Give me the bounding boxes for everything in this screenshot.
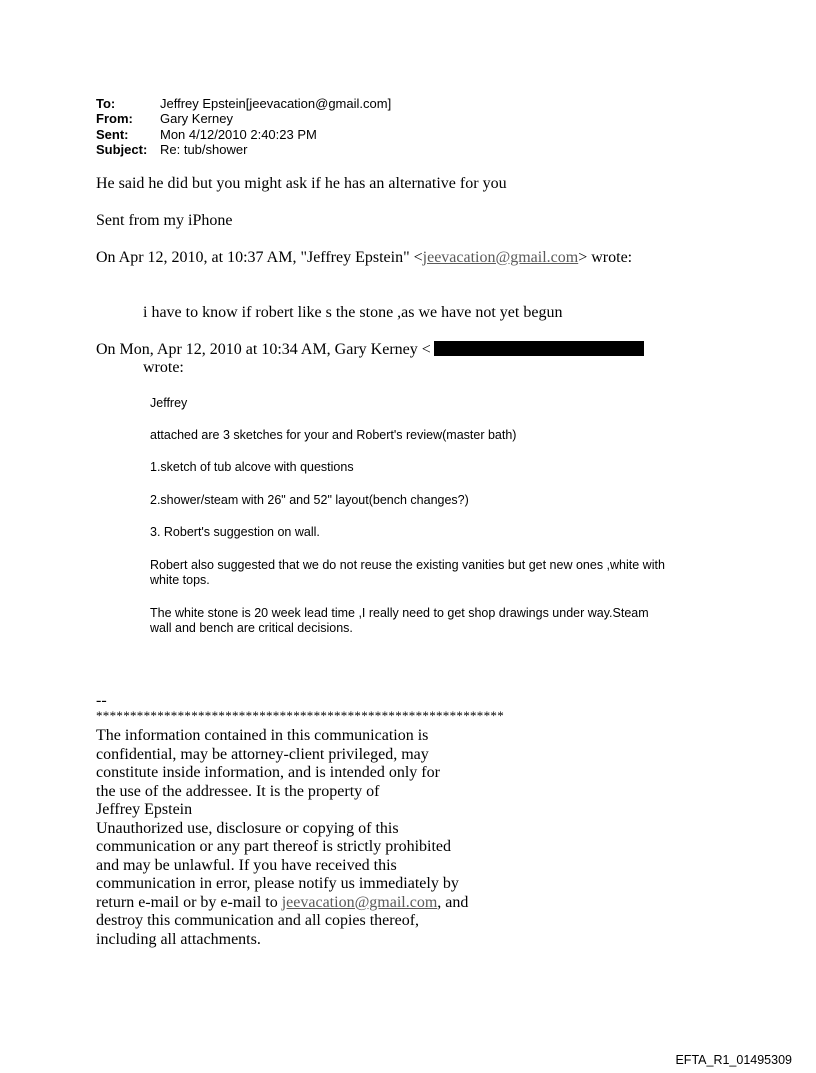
sent-label: Sent: bbox=[96, 127, 129, 142]
disclaimer-email-link[interactable]: jeevacation@gmail.com bbox=[281, 893, 438, 911]
quote1-pre: On Apr 12, 2010, at 10:37 AM, "Jeffrey Epstein" < bbox=[96, 249, 423, 266]
disclaimer-line: destroy this communication and all copies thereof, bbox=[96, 912, 420, 929]
message-item-3: 3. Robert's suggestion on wall. bbox=[150, 525, 320, 539]
message-item-1: 1.sketch of tub alcove with questions bbox=[150, 460, 354, 474]
disclaimer-line-email bbox=[96, 894, 468, 913]
from-value: Gary Kerney bbox=[160, 111, 233, 126]
disclaimer-line: and may be unlawful. If you have received this bbox=[96, 856, 397, 874]
bates-number: EFTA_R1_01495309 bbox=[675, 1053, 792, 1067]
disclaimer-line: confidential, may be attorney-client privileged, may bbox=[96, 745, 429, 763]
quote2-wrote: wrote: bbox=[143, 359, 184, 376]
sent-value: Mon 4/12/2010 2:40:23 PM bbox=[160, 127, 317, 142]
subject-value: Re: tub/shower bbox=[160, 142, 248, 157]
disclaimer-line: communication or any part thereof is strictly prohibited bbox=[96, 838, 452, 855]
message-paragraph-2-line-1: Robert also suggested that we do not reuse the existing vanities but get new ones ,white with bbox=[150, 558, 665, 572]
signature-dashes: -- bbox=[96, 692, 107, 709]
disclaimer-line: including all attachments. bbox=[96, 930, 261, 948]
quote1-email-link[interactable]: jeevacation@gmail.com bbox=[422, 249, 579, 266]
subject-label: Subject: bbox=[96, 142, 148, 157]
message-paragraph-3-line-1: The white stone is 20 week lead time ,I really need to get shop drawings under way.Steam bbox=[150, 606, 649, 620]
message-greeting: Jeffrey bbox=[150, 396, 188, 410]
disclaimer-line: Unauthorized use, disclosure or copying of this bbox=[96, 819, 399, 837]
to-label: To: bbox=[96, 96, 116, 111]
reply-line: He said he did but you might ask if he has an alternative for you bbox=[96, 175, 507, 192]
to-value: Jeffrey Epstein[jeevacation@gmail.com] bbox=[160, 96, 392, 111]
quote1-text: i have to know if robert like s the stone ,as we have not yet begun bbox=[143, 304, 563, 321]
disclaimer-line: communication in error, please notify us immediately by bbox=[96, 875, 459, 892]
message-item-2: 2.shower/steam with 26" and 52" layout(bench changes?) bbox=[150, 493, 469, 507]
disclaimer-email-post: , and bbox=[437, 893, 469, 911]
quote1-attribution bbox=[96, 248, 632, 267]
disclaimer-line: Jeffrey Epstein bbox=[96, 801, 193, 818]
message-paragraph-2-line-2: white tops. bbox=[150, 573, 210, 587]
quote1-post: > wrote: bbox=[578, 249, 633, 266]
disclaimer-line: constitute inside information, and is intended only for bbox=[96, 764, 440, 781]
disclaimer-line: The information contained in this communication is bbox=[96, 727, 429, 744]
separator-stars: ************************************************************ bbox=[96, 708, 504, 723]
from-label: From: bbox=[96, 111, 133, 126]
message-paragraph-1: attached are 3 sketches for your and Robert's review(master bath) bbox=[150, 428, 517, 442]
signature: Sent from my iPhone bbox=[96, 212, 233, 229]
disclaimer-line: the use of the addressee. It is the property of bbox=[96, 782, 380, 800]
message-paragraph-3-line-2: wall and bench are critical decisions. bbox=[150, 621, 353, 635]
redaction-bar bbox=[434, 341, 644, 356]
disclaimer-email-pre: return e-mail or by e-mail to bbox=[96, 893, 282, 911]
quote2-attribution: On Mon, Apr 12, 2010 at 10:34 AM, Gary Kerney < bbox=[96, 341, 431, 358]
